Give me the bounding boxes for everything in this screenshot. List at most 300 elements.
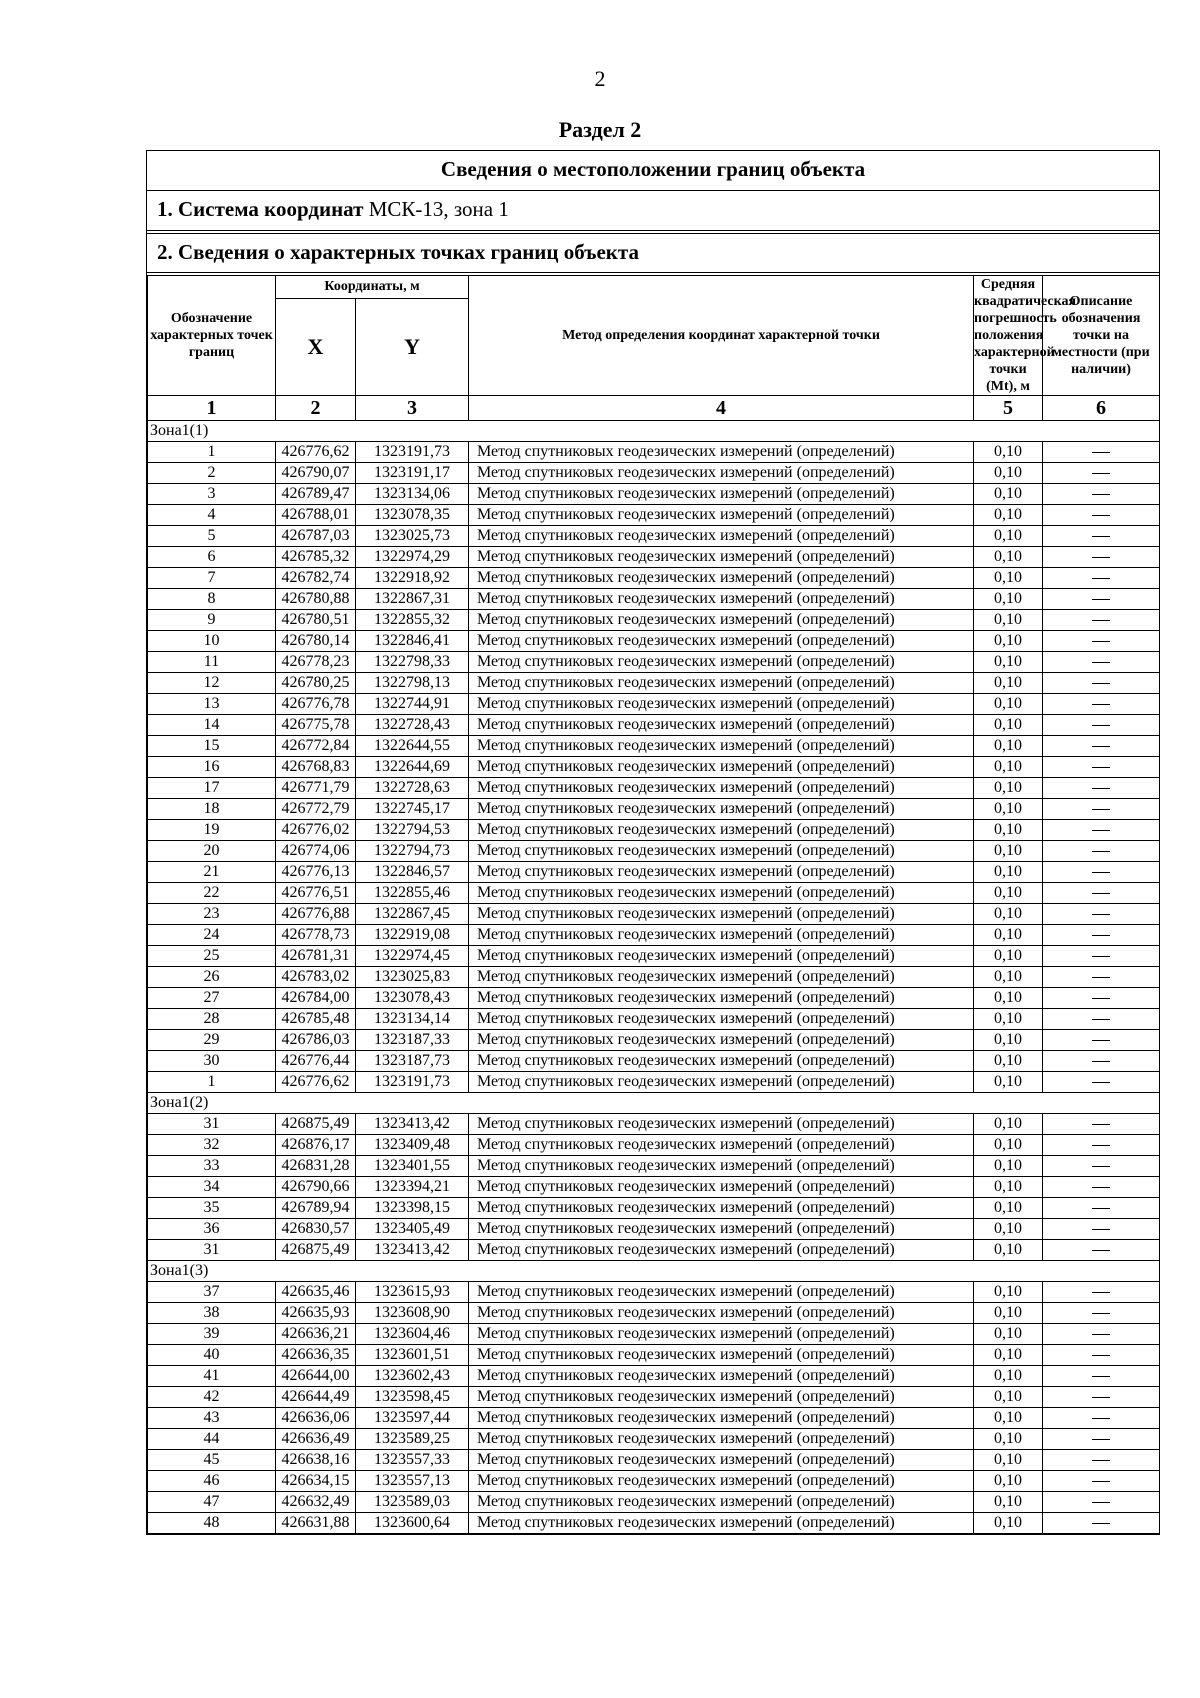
coord-y: 1323398,15 [356, 1198, 469, 1219]
point-number: 3 [148, 484, 276, 505]
coord-y: 1322974,45 [356, 946, 469, 967]
method-cell: Метод спутниковых геодезических измерений (определений) [469, 1471, 974, 1492]
accuracy-cell: 0,10 [974, 820, 1043, 841]
point-number: 39 [148, 1324, 276, 1345]
coord-x: 426772,84 [276, 736, 356, 757]
header-method: Метод определения координат характерной точки [469, 276, 974, 396]
coord-x: 426780,14 [276, 631, 356, 652]
description-cell [1043, 988, 1160, 1009]
coord-y: 1322728,43 [356, 715, 469, 736]
method-cell: Метод спутниковых геодезических измерений (определений) [469, 1345, 974, 1366]
dash-mark [1092, 536, 1110, 537]
accuracy-cell: 0,10 [974, 547, 1043, 568]
point-number: 24 [148, 925, 276, 946]
description-cell [1043, 1240, 1160, 1261]
description-cell [1043, 1471, 1160, 1492]
dash-mark [1092, 1145, 1110, 1146]
accuracy-cell: 0,10 [974, 1492, 1043, 1513]
method-cell: Метод спутниковых геодезических измерений (определений) [469, 463, 974, 484]
description-cell [1043, 862, 1160, 883]
dash-mark [1092, 1460, 1110, 1461]
method-cell: Метод спутниковых геодезических измерений (определений) [469, 1303, 974, 1324]
description-cell [1043, 1366, 1160, 1387]
accuracy-cell: 0,10 [974, 1282, 1043, 1303]
method-cell: Метод спутниковых геодезических измерений (определений) [469, 1324, 974, 1345]
description-cell [1043, 1387, 1160, 1408]
dash-mark [1092, 620, 1110, 621]
dash-mark [1092, 956, 1110, 957]
point-number: 30 [148, 1051, 276, 1072]
description-cell [1043, 631, 1160, 652]
accuracy-cell: 0,10 [974, 1366, 1043, 1387]
method-cell: Метод спутниковых геодезических измерений (определений) [469, 694, 974, 715]
method-cell: Метод спутниковых геодезических измерений (определений) [469, 883, 974, 904]
accuracy-cell: 0,10 [974, 631, 1043, 652]
method-cell: Метод спутниковых геодезических измерений (определений) [469, 967, 974, 988]
method-cell: Метод спутниковых геодезических измерений (определений) [469, 841, 974, 862]
description-cell [1043, 568, 1160, 589]
accuracy-cell: 0,10 [974, 1408, 1043, 1429]
point-number: 40 [148, 1345, 276, 1366]
point-number: 26 [148, 967, 276, 988]
method-cell: Метод спутниковых геодезических измерений (определений) [469, 1114, 974, 1135]
coord-x: 426774,06 [276, 841, 356, 862]
method-cell: Метод спутниковых геодезических измерений (определений) [469, 1240, 974, 1261]
coord-y: 1322867,31 [356, 589, 469, 610]
dash-mark [1092, 599, 1110, 600]
point-number: 5 [148, 526, 276, 547]
coord-x: 426780,88 [276, 589, 356, 610]
coord-y: 1322846,57 [356, 862, 469, 883]
coord-system-label: 1. Система координат [157, 197, 364, 221]
dash-mark [1092, 767, 1110, 768]
page-number: 2 [594, 66, 606, 91]
dash-mark [1092, 1376, 1110, 1377]
table-row [148, 925, 1160, 946]
coord-y: 1323394,21 [356, 1177, 469, 1198]
table-row [148, 1345, 1160, 1366]
method-cell: Метод спутниковых геодезических измерений (определений) [469, 484, 974, 505]
point-number: 2 [148, 463, 276, 484]
coord-y: 1322794,53 [356, 820, 469, 841]
point-number: 25 [148, 946, 276, 967]
coord-x: 426776,02 [276, 820, 356, 841]
accuracy-cell: 0,10 [974, 1324, 1043, 1345]
coord-y: 1323025,83 [356, 967, 469, 988]
col-number: 5 [974, 396, 1043, 421]
dash-mark [1092, 1439, 1110, 1440]
coord-y: 1322744,91 [356, 694, 469, 715]
accuracy-cell: 0,10 [974, 904, 1043, 925]
coord-y: 1322855,32 [356, 610, 469, 631]
coord-y: 1322794,73 [356, 841, 469, 862]
coord-y: 1322867,45 [356, 904, 469, 925]
method-cell: Метод спутниковых геодезических измерений (определений) [469, 715, 974, 736]
accuracy-cell: 0,10 [974, 652, 1043, 673]
table-row [148, 463, 1160, 484]
accuracy-cell: 0,10 [974, 1513, 1043, 1534]
description-cell [1043, 1492, 1160, 1513]
coord-x: 426644,49 [276, 1387, 356, 1408]
coord-x: 426831,28 [276, 1156, 356, 1177]
table-row [148, 967, 1160, 988]
point-number: 35 [148, 1198, 276, 1219]
accuracy-cell: 0,10 [974, 526, 1043, 547]
method-cell: Метод спутниковых геодезических измерений (определений) [469, 1030, 974, 1051]
table-row [148, 715, 1160, 736]
point-number: 43 [148, 1408, 276, 1429]
table-row [148, 799, 1160, 820]
table-row [148, 568, 1160, 589]
method-cell: Метод спутниковых геодезических измерений (определений) [469, 820, 974, 841]
coord-y: 1323600,64 [356, 1513, 469, 1534]
point-number: 29 [148, 1030, 276, 1051]
table-row [148, 1114, 1160, 1135]
table-row [148, 442, 1160, 463]
coord-y: 1323589,25 [356, 1429, 469, 1450]
accuracy-cell: 0,10 [974, 505, 1043, 526]
point-number: 46 [148, 1471, 276, 1492]
accuracy-cell: 0,10 [974, 1051, 1043, 1072]
description-cell [1043, 1345, 1160, 1366]
coord-system-line [147, 191, 1159, 231]
table-row [148, 673, 1160, 694]
dash-mark [1092, 1082, 1110, 1083]
coord-y: 1323025,73 [356, 526, 469, 547]
point-number: 20 [148, 841, 276, 862]
accuracy-cell: 0,10 [974, 988, 1043, 1009]
accuracy-cell: 0,10 [974, 568, 1043, 589]
point-number: 34 [148, 1177, 276, 1198]
description-cell [1043, 1324, 1160, 1345]
coord-y: 1322644,69 [356, 757, 469, 778]
dash-mark [1092, 1250, 1110, 1251]
method-cell: Метод спутниковых геодезических измерений (определений) [469, 1450, 974, 1471]
accuracy-cell: 0,10 [974, 673, 1043, 694]
dash-mark [1092, 1502, 1110, 1503]
table-row [148, 736, 1160, 757]
coord-x: 426789,47 [276, 484, 356, 505]
table-row [148, 988, 1160, 1009]
dash-mark [1092, 998, 1110, 999]
accuracy-cell: 0,10 [974, 967, 1043, 988]
dash-mark [1092, 1292, 1110, 1293]
method-cell: Метод спутниковых геодезических измерений (определений) [469, 442, 974, 463]
coord-y: 1322728,63 [356, 778, 469, 799]
description-cell [1043, 1219, 1160, 1240]
dash-mark [1092, 893, 1110, 894]
dash-mark [1092, 1481, 1110, 1482]
method-cell: Метод спутниковых геодезических измерений (определений) [469, 736, 974, 757]
method-cell: Метод спутниковых геодезических измерений (определений) [469, 610, 974, 631]
accuracy-cell: 0,10 [974, 862, 1043, 883]
zone-row [148, 1093, 1160, 1114]
coord-y: 1322974,29 [356, 547, 469, 568]
point-number: 17 [148, 778, 276, 799]
accuracy-cell: 0,10 [974, 1009, 1043, 1030]
method-cell: Метод спутниковых геодезических измерений (определений) [469, 1156, 974, 1177]
point-number: 22 [148, 883, 276, 904]
point-number: 37 [148, 1282, 276, 1303]
coord-y: 1323405,49 [356, 1219, 469, 1240]
col-number: 3 [356, 396, 469, 421]
coord-x: 426772,79 [276, 799, 356, 820]
dash-mark [1092, 872, 1110, 873]
point-number: 18 [148, 799, 276, 820]
description-cell [1043, 736, 1160, 757]
coord-y: 1322798,13 [356, 673, 469, 694]
table-row [148, 1009, 1160, 1030]
table-row [148, 1051, 1160, 1072]
table-row [148, 1282, 1160, 1303]
point-number: 16 [148, 757, 276, 778]
table-row [148, 1450, 1160, 1471]
accuracy-cell: 0,10 [974, 1177, 1043, 1198]
method-cell: Метод спутниковых геодезических измерений (определений) [469, 526, 974, 547]
table-row [148, 547, 1160, 568]
point-number: 6 [148, 547, 276, 568]
coord-x: 426790,66 [276, 1177, 356, 1198]
accuracy-cell: 0,10 [974, 799, 1043, 820]
description-cell [1043, 1198, 1160, 1219]
dash-mark [1092, 1187, 1110, 1188]
dash-mark [1092, 473, 1110, 474]
accuracy-cell: 0,10 [974, 1198, 1043, 1219]
coord-y: 1323134,06 [356, 484, 469, 505]
dash-mark [1092, 1166, 1110, 1167]
zone-row [148, 421, 1160, 442]
accuracy-cell: 0,10 [974, 757, 1043, 778]
coord-x: 426776,62 [276, 442, 356, 463]
coord-x: 426776,62 [276, 1072, 356, 1093]
accuracy-cell: 0,10 [974, 442, 1043, 463]
method-cell: Метод спутниковых геодезических измерений (определений) [469, 1219, 974, 1240]
dash-mark [1092, 746, 1110, 747]
description-cell [1043, 1072, 1160, 1093]
description-cell [1043, 841, 1160, 862]
coord-y: 1323078,35 [356, 505, 469, 526]
table-row [148, 1072, 1160, 1093]
accuracy-cell: 0,10 [974, 1450, 1043, 1471]
coord-x: 426632,49 [276, 1492, 356, 1513]
point-number: 23 [148, 904, 276, 925]
header-designation: Обозначение характерных точек границ [148, 276, 276, 396]
description-cell [1043, 904, 1160, 925]
dash-mark [1092, 725, 1110, 726]
point-number: 15 [148, 736, 276, 757]
description-cell [1043, 925, 1160, 946]
dash-mark [1092, 851, 1110, 852]
coord-x: 426636,21 [276, 1324, 356, 1345]
coord-y: 1323601,51 [356, 1345, 469, 1366]
coord-x: 426776,88 [276, 904, 356, 925]
coord-x: 426780,25 [276, 673, 356, 694]
points-table-body [148, 421, 1160, 1534]
coord-x: 426783,02 [276, 967, 356, 988]
coord-y: 1323413,42 [356, 1240, 469, 1261]
header-x: X [276, 298, 356, 395]
table-row [148, 1324, 1160, 1345]
coord-y: 1323615,93 [356, 1282, 469, 1303]
coord-x: 426830,57 [276, 1219, 356, 1240]
accuracy-cell: 0,10 [974, 841, 1043, 862]
coord-x: 426636,49 [276, 1429, 356, 1450]
dash-mark [1092, 1019, 1110, 1020]
accuracy-cell: 0,10 [974, 694, 1043, 715]
point-number: 31 [148, 1114, 276, 1135]
description-cell [1043, 1114, 1160, 1135]
coord-y: 1322855,46 [356, 883, 469, 904]
dash-mark [1092, 1229, 1110, 1230]
dash-mark [1092, 494, 1110, 495]
description-cell [1043, 694, 1160, 715]
method-cell: Метод спутниковых геодезических измерений (определений) [469, 652, 974, 673]
header-accuracy: Средняя квадратическая погрешность положения характерной точки (Mt), м [974, 277, 1077, 394]
coord-x: 426875,49 [276, 1114, 356, 1135]
coord-y: 1323409,48 [356, 1135, 469, 1156]
description-cell [1043, 652, 1160, 673]
accuracy-cell: 0,10 [974, 1240, 1043, 1261]
coord-x: 426789,94 [276, 1198, 356, 1219]
table-row [148, 1198, 1160, 1219]
point-number: 9 [148, 610, 276, 631]
table-row [148, 1387, 1160, 1408]
accuracy-cell: 0,10 [974, 946, 1043, 967]
coord-y: 1323608,90 [356, 1303, 469, 1324]
accuracy-cell: 0,10 [974, 883, 1043, 904]
dash-mark [1092, 515, 1110, 516]
table-row [148, 1219, 1160, 1240]
point-number: 38 [148, 1303, 276, 1324]
coord-x: 426776,51 [276, 883, 356, 904]
description-cell [1043, 1009, 1160, 1030]
method-cell: Метод спутниковых геодезических измерений (определений) [469, 673, 974, 694]
accuracy-cell: 0,10 [974, 1114, 1043, 1135]
method-cell: Метод спутниковых геодезических измерений (определений) [469, 1492, 974, 1513]
method-cell: Метод спутниковых геодезических измерений (определений) [469, 1282, 974, 1303]
coord-y: 1322745,17 [356, 799, 469, 820]
description-cell [1043, 673, 1160, 694]
zone-label: Зона1(1) [148, 421, 1160, 442]
coord-y: 1323597,44 [356, 1408, 469, 1429]
point-number: 27 [148, 988, 276, 1009]
coord-y: 1323078,43 [356, 988, 469, 1009]
point-number: 1 [148, 1072, 276, 1093]
coord-x: 426776,78 [276, 694, 356, 715]
accuracy-cell: 0,10 [974, 1219, 1043, 1240]
description-cell [1043, 1408, 1160, 1429]
coord-y: 1323401,55 [356, 1156, 469, 1177]
col-number: 6 [1043, 396, 1160, 421]
table-row [148, 484, 1160, 505]
coord-x: 426787,03 [276, 526, 356, 547]
description-cell [1043, 967, 1160, 988]
description-cell [1043, 715, 1160, 736]
description-cell [1043, 484, 1160, 505]
method-cell: Метод спутниковых геодезических измерений (определений) [469, 925, 974, 946]
table-row [148, 1492, 1160, 1513]
point-number: 8 [148, 589, 276, 610]
accuracy-cell: 0,10 [974, 1072, 1043, 1093]
dash-mark [1092, 1208, 1110, 1209]
header-coords-group: Координаты, м [276, 276, 469, 299]
description-cell [1043, 547, 1160, 568]
description-cell [1043, 1177, 1160, 1198]
method-cell: Метод спутниковых геодезических измерений (определений) [469, 505, 974, 526]
method-cell: Метод спутниковых геодезических измерений (определений) [469, 1513, 974, 1534]
table-row [148, 1177, 1160, 1198]
coord-x: 426634,15 [276, 1471, 356, 1492]
method-cell: Метод спутниковых геодезических измерений (определений) [469, 1198, 974, 1219]
table-row [148, 652, 1160, 673]
coord-y: 1322798,33 [356, 652, 469, 673]
coord-x: 426635,46 [276, 1282, 356, 1303]
table-row [148, 1156, 1160, 1177]
col-number: 4 [469, 396, 974, 421]
method-cell: Метод спутниковых геодезических измерений (определений) [469, 589, 974, 610]
point-number: 48 [148, 1513, 276, 1534]
point-number: 44 [148, 1429, 276, 1450]
coord-y: 1322918,92 [356, 568, 469, 589]
table-row [148, 589, 1160, 610]
accuracy-cell: 0,10 [974, 610, 1043, 631]
table-row [148, 1471, 1160, 1492]
method-cell: Метод спутниковых геодезических измерений (определений) [469, 547, 974, 568]
method-cell: Метод спутниковых геодезических измерений (определений) [469, 757, 974, 778]
dash-mark [1092, 683, 1110, 684]
description-cell [1043, 1030, 1160, 1051]
dash-mark [1092, 1397, 1110, 1398]
coord-y: 1323589,03 [356, 1492, 469, 1513]
method-cell: Метод спутниковых геодезических измерений (определений) [469, 631, 974, 652]
accuracy-cell: 0,10 [974, 1387, 1043, 1408]
table-row [148, 946, 1160, 967]
point-number: 28 [148, 1009, 276, 1030]
point-number: 36 [148, 1219, 276, 1240]
dash-mark [1092, 452, 1110, 453]
dash-mark [1092, 788, 1110, 789]
description-cell [1043, 442, 1160, 463]
dash-mark [1092, 1124, 1110, 1125]
description-cell [1043, 1156, 1160, 1177]
table-row [148, 610, 1160, 631]
main-heading: Сведения о местоположении границ объекта [147, 151, 1159, 191]
point-number: 47 [148, 1492, 276, 1513]
table-row [148, 1135, 1160, 1156]
coord-x: 426785,48 [276, 1009, 356, 1030]
method-cell: Метод спутниковых геодезических измерений (определений) [469, 1387, 974, 1408]
zone-label: Зона1(2) [148, 1093, 1160, 1114]
coord-x: 426781,31 [276, 946, 356, 967]
coord-x: 426631,88 [276, 1513, 356, 1534]
point-number: 45 [148, 1450, 276, 1471]
dash-mark [1092, 977, 1110, 978]
coord-y: 1323413,42 [356, 1114, 469, 1135]
table-row [148, 526, 1160, 547]
accuracy-cell: 0,10 [974, 463, 1043, 484]
coord-y: 1322644,55 [356, 736, 469, 757]
coord-y: 1323557,13 [356, 1471, 469, 1492]
table-row [148, 820, 1160, 841]
table-row [148, 883, 1160, 904]
dash-mark [1092, 809, 1110, 810]
method-cell: Метод спутниковых геодезических измерений (определений) [469, 1051, 974, 1072]
accuracy-cell: 0,10 [974, 715, 1043, 736]
table-row [148, 505, 1160, 526]
point-number: 10 [148, 631, 276, 652]
coord-x: 426782,74 [276, 568, 356, 589]
description-cell [1043, 883, 1160, 904]
